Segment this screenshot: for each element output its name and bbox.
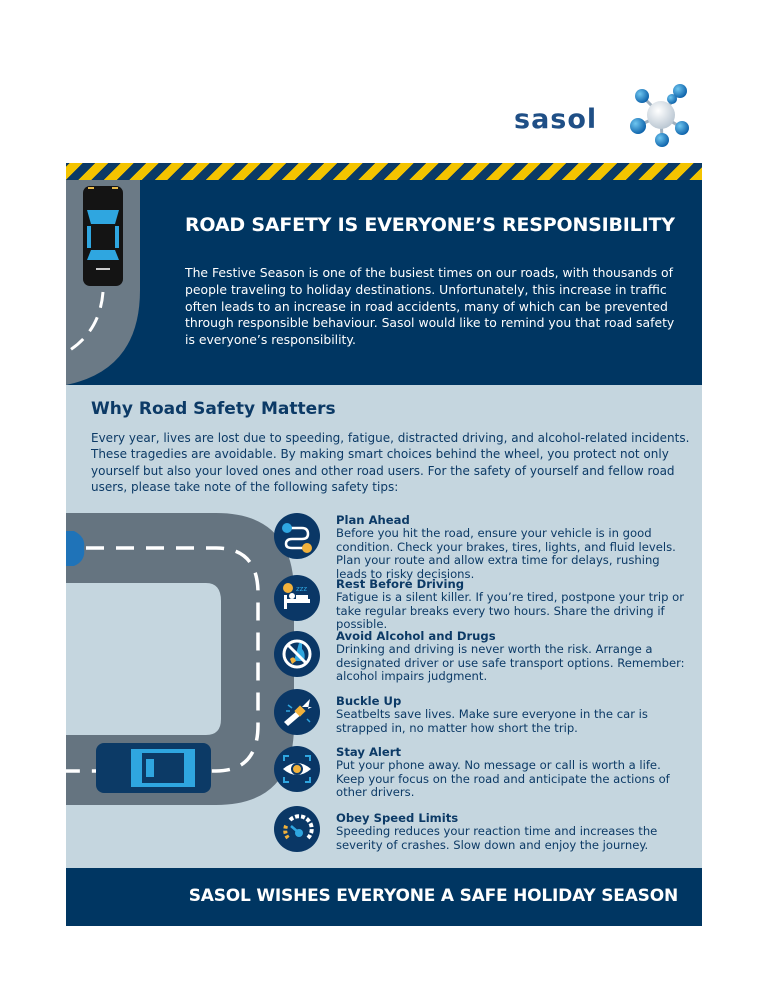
why-road-safety-section — [66, 385, 702, 868]
sleep-icon — [274, 575, 320, 621]
logo-wordmark: sasol — [514, 104, 598, 135]
car-icon — [83, 186, 123, 286]
seatbelt-icon — [274, 689, 320, 735]
tip-avoid-alcohol-and-drugs — [336, 630, 686, 684]
tip-body: Before you hit the road, ensure your vehicle is in good condition. Check your brakes, tires, lights, and fluid levels. Plan your route and allow extra time for delays, rushing leads to risky decisions. — [336, 526, 676, 581]
sasol-logo — [514, 82, 694, 148]
tip-body: Put your phone away. No message or call is worth a life. Keep your focus on the road and anticipate the actions of other drivers. — [336, 758, 670, 800]
tip-title: Rest Before Driving — [336, 577, 464, 591]
tip-title: Stay Alert — [336, 745, 402, 759]
hazard-stripe — [66, 163, 702, 180]
footer-banner — [66, 868, 702, 926]
hero-section — [66, 180, 702, 385]
tip-obey-speed-limits — [336, 812, 686, 852]
molecule-icon — [628, 82, 694, 148]
section-intro: Every year, lives are lost due to speeding, fatigue, distracted driving, and alcohol-related incidents. These tragedies are avoidable. By making smart choices behind the wheel, you protect not only yourself but also your loved ones and other road users. For the safety of yourself and fellow road users, please take note of the following safety tips: — [91, 431, 690, 495]
tip-title: Buckle Up — [336, 694, 402, 708]
svg-text:zzz: zzz — [296, 585, 308, 593]
tip-stay-alert — [336, 746, 686, 800]
footer-message: SASOL WISHES EVERYONE A SAFE HOLIDAY SEASON — [188, 886, 678, 906]
hero-body: The Festive Season is one of the busiest times on our roads, with thousands of people traveling to holiday destinations. Unfortunately, this increase in traffic often leads to an increase in road accidents, many of which can be prevented through responsible behaviour. Sasol would like to remind you that road safety is everyone’s responsibility. — [185, 265, 675, 348]
section-title: Why Road Safety Matters — [91, 399, 336, 419]
tip-body: Speeding reduces your reaction time and increases the severity of crashes. Slow down and enjoy the journey. — [336, 824, 658, 852]
speedometer-icon — [274, 806, 320, 852]
route-icon — [274, 513, 320, 559]
tip-title: Plan Ahead — [336, 513, 410, 527]
tip-buckle-up — [336, 695, 686, 735]
tip-title: Avoid Alcohol and Drugs — [336, 629, 496, 643]
tip-body: Fatigue is a silent killer. If you’re tired, postpone your trip or take regular breaks every two hours. Share the driving if possible. — [336, 590, 685, 632]
van-icon — [96, 743, 211, 793]
tip-body: Seatbelts save lives. Make sure everyone in the car is strapped in, no matter how short the trip. — [336, 707, 648, 735]
hero-title: ROAD SAFETY IS EVERYONE’S RESPONSIBILITY — [185, 214, 675, 236]
no-alcohol-icon — [274, 631, 320, 677]
road-illustration — [66, 180, 140, 385]
eye-icon — [274, 746, 320, 792]
tip-plan-ahead — [336, 514, 686, 581]
tip-rest-before-driving — [336, 578, 686, 632]
tip-body: Drinking and driving is never worth the risk. Arrange a designated driver or use safe transport options. Remember: alcohol impairs judgment. — [336, 642, 685, 684]
tip-title: Obey Speed Limits — [336, 811, 459, 825]
poster — [66, 163, 702, 926]
